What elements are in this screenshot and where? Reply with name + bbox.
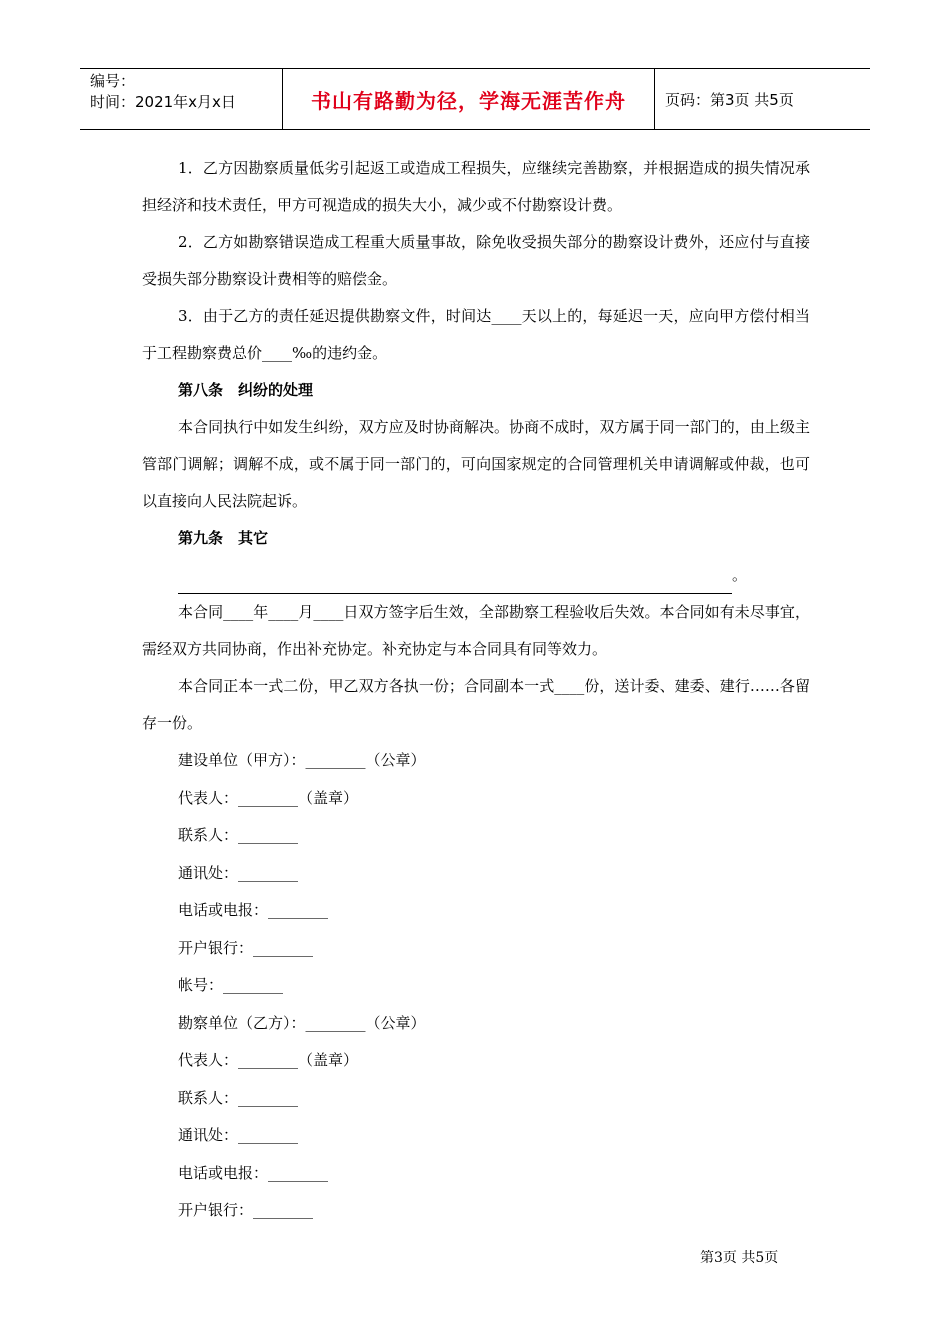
party-b-address: 通讯处：________ <box>178 1126 299 1144</box>
header-motto: 书山有路勤为径，学海无涯苦作舟 <box>282 69 655 129</box>
party-a-address: 通讯处：________ <box>178 863 299 882</box>
page-header <box>80 68 870 130</box>
party-b-phone: 电话或电报：________ <box>178 1163 329 1182</box>
party-a-contact: 联系人：________ <box>178 826 299 844</box>
party-a-phone: 电话或电报：________ <box>178 901 329 919</box>
blank-fill-line <box>178 571 732 594</box>
header-page-number: 页码：第3页 共5页 <box>665 90 794 109</box>
clause-2: 2．乙方如勘察错误造成工程重大质量事故，除免收受损失部分的勘察设计费外，还应付与直接受损失部分勘察设计费相等的赔偿金。 <box>142 233 810 288</box>
clause-1: 1．乙方因勘察质量低劣引起返工或造成工程损失，应继续完善勘察，并根据造成的损失情况承担经济和技术责任，甲方可视造成的损失大小，减少或不付勘察设计费。 <box>142 159 810 214</box>
clause-3: 3．由于乙方的责任延迟提供勘察文件，时间达____天以上的，每延迟一天，应向甲方偿付相当于工程勘察费总价____‰的违约金。 <box>142 307 810 362</box>
article-8-text: 本合同执行中如发生纠纷，双方应及时协商解决。协商不成时，双方属于同一部门的，由上级主管部门调解；调解不成，或不属于同一部门的，可向国家规定的合同管理机关申请调解或仲裁，也可以直接向人民法院起诉。 <box>142 418 810 510</box>
article-9-title: 第九条 其它 <box>178 529 269 547</box>
party-a-bank: 开户银行：________ <box>178 938 314 957</box>
party-a-representative: 代表人：________（盖章） <box>178 788 359 807</box>
document-body <box>142 150 810 1230</box>
header-meta <box>80 69 282 129</box>
copies-clause: 本合同正本一式二份，甲乙双方各执一份；合同副本一式____份，送计委、建委、建行……各留存一份。 <box>142 677 810 732</box>
party-b-unit: 勘察单位（乙方）：________（公章） <box>178 1013 426 1032</box>
article-8-title: 第八条 纠纷的处理 <box>178 381 314 399</box>
party-b-contact: 联系人：________ <box>178 1088 299 1107</box>
page-footer-number: 第3页 共5页 <box>700 1250 779 1266</box>
party-b-bank: 开户银行：________ <box>178 1201 314 1219</box>
document-date: 时间：2021年x月x日 <box>90 93 236 111</box>
party-a-account: 帐号：________ <box>178 976 284 994</box>
article-9-blank <box>142 557 810 594</box>
blank-line-end: 。 <box>732 566 748 584</box>
party-a-unit: 建设单位（甲方）：________（公章） <box>178 751 426 769</box>
document-number: 编号： <box>90 72 136 90</box>
effect-clause: 本合同____年____月____日双方签字后生效，全部勘察工程验收后失效。本合同如有未尽事宜，需经双方共同协商，作出补充协定。补充协定与本合同具有同等效力。 <box>142 603 810 658</box>
party-b-representative: 代表人：________（盖章） <box>178 1051 359 1069</box>
